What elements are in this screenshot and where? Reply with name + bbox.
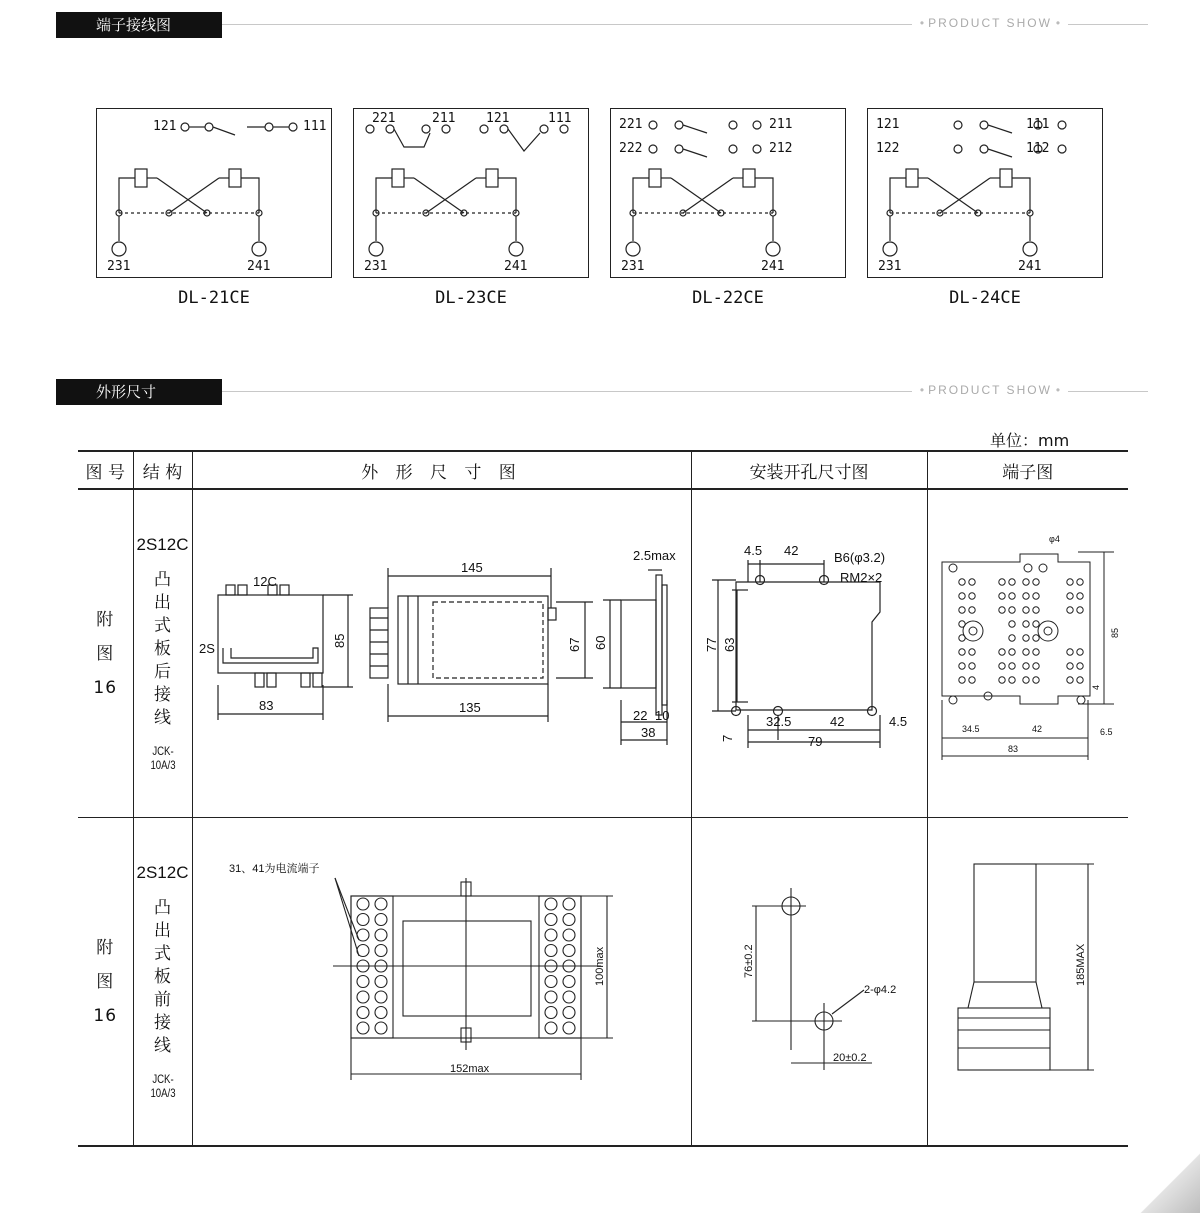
terminal-pin [1066,649,1072,655]
fig-no-cell [78,818,133,1147]
terminal-pin [968,579,974,585]
divider [1068,391,1148,392]
terminal-pin [1032,677,1038,683]
terminal-label: 121 [876,117,900,132]
terminal-screw [563,1022,575,1034]
terminal-pin [998,677,1004,683]
terminal-drawing-cell [927,818,1128,1147]
terminal-pin [998,607,1004,613]
page-curl [1140,1153,1200,1213]
dim-label: 152max [449,1063,489,1075]
dimensions-table [78,450,1128,1147]
dim-label: 4.5 [743,543,762,558]
terminal-pin [1032,579,1038,585]
terminal-label: 111 [548,111,572,126]
col-header-structure: 结 构 [133,451,192,489]
terminal-screw [563,914,575,926]
connector-code: JCK-10A/3 [149,744,176,772]
terminal-label: 231 [107,259,131,274]
dim-label: 4.5 [888,714,907,729]
wiring-schematic [868,109,1104,279]
outline-drawing-front [193,818,692,1145]
dim-label: 2.5max [632,548,676,563]
terminal-screw [375,929,387,941]
terminal-drawing-front [928,818,1129,1145]
dim-label: 31、41为电流端子 [228,863,319,875]
terminal-screw [545,914,557,926]
terminal-pin [1008,649,1014,655]
terminal-screw [545,1022,557,1034]
terminal-pin [1022,621,1028,627]
terminal-pin [1032,649,1038,655]
model-code: 2S12C [136,863,189,882]
dim-label: 145 [460,560,483,575]
terminal-pin [1032,607,1038,613]
terminal-screw [545,991,557,1003]
dim-label: 22 [632,708,647,723]
outline-drawing-cell [192,489,691,818]
terminal-pin [1008,677,1014,683]
terminal-pin [958,649,964,655]
structure-cell [133,489,192,818]
section-header-wiring [56,12,1148,38]
terminal-label: 241 [761,259,785,274]
dim-label: 76±0.2 [742,944,755,978]
outline-drawing-rear [193,490,692,817]
terminal-pin [968,649,974,655]
terminal-pin [998,649,1004,655]
dim-label: 38 [640,725,655,740]
terminal-screw [375,914,387,926]
terminal-pin [1022,607,1028,613]
section-tab-dimensions: 外形尺寸 [56,379,222,405]
terminal-drawing-cell [927,489,1128,818]
terminal-screw [375,898,387,910]
terminal-screw [563,898,575,910]
divider [222,391,912,392]
dim-label: RM2×2 [839,570,882,585]
fig-no-text: 16 [93,677,118,698]
terminal-pin [1022,649,1028,655]
terminal-screw [545,898,557,910]
terminal-pin [1032,593,1038,599]
terminal-pin [968,663,974,669]
terminal-pin [1022,663,1028,669]
terminal-label: 211 [432,111,456,126]
terminal-label: 111 [303,119,327,134]
terminal-pin [998,663,1004,669]
terminal-label: 121 [486,111,510,126]
structure-desc: 凸出式板前接线 [154,898,171,1056]
dim-label: 79 [807,734,822,749]
terminal-drawing-rear [928,490,1129,817]
dim-label: 4 [1090,684,1101,690]
dim-label: 10 [654,708,669,723]
dim-label: 6.5 [1099,727,1113,737]
dim-label: 12C [252,574,277,589]
model-code: 2S12C [136,535,189,554]
unit-label: 单位：mm [990,431,1070,450]
terminal-pin [958,663,964,669]
dim-label: 63 [721,637,737,652]
col-header-fig-no: 图 号 [78,451,133,489]
terminal-screw [357,914,369,926]
terminal-label: 241 [247,259,271,274]
terminal-label: 222 [619,141,643,156]
terminal-pin [958,607,964,613]
fig-no-text: 附 [96,937,115,958]
terminal-pin [1008,663,1014,669]
terminal-pin [1022,635,1028,641]
fig-no-text: 附 [96,609,115,630]
terminal-pin [968,677,974,683]
terminal-screw [545,929,557,941]
terminal-pin [1076,607,1082,613]
divider [1068,24,1148,25]
terminal-screw [375,976,387,988]
dim-label: 2S [198,641,215,656]
terminal-screw [375,1022,387,1034]
col-header-outline: 外 形 尺 寸 图 [192,451,691,489]
terminal-label: 221 [372,111,396,126]
terminal-screw [563,945,575,957]
mounting-drawing-cell [691,489,927,818]
terminal-pin [958,635,964,641]
terminal-label: 241 [1018,259,1042,274]
wiring-schematic [611,109,847,279]
structure-desc: 凸出式板后接线 [154,570,171,728]
dim-label: 67 [566,637,582,652]
dim-label: 185MAX [1074,943,1087,986]
dim-label: 42 [1031,724,1042,734]
terminal-screw [357,1007,369,1019]
section-tag: • PRODUCT SHOW • [912,16,1068,30]
fig-no-text: 图 [96,971,115,992]
dim-label: 100max [593,946,606,986]
terminal-pin [1032,621,1038,627]
terminal-label: 221 [619,117,643,132]
dim-label: 34.5 [961,724,980,734]
terminal-pin [998,579,1004,585]
mounting-drawing-front [692,818,928,1145]
section-header-dimensions [56,379,1148,405]
relay-diagram-dl-22ce [610,108,846,278]
terminal-screw [357,976,369,988]
terminal-screw [357,898,369,910]
wiring-schematic [354,109,590,279]
dim-label: 20±0.2 [832,1052,867,1064]
terminal-pin [1022,677,1028,683]
terminal-pin [1032,635,1038,641]
dim-label: 135 [458,700,481,715]
terminal-pin [1066,677,1072,683]
terminal-screw [563,1007,575,1019]
mounting-drawing-cell [691,818,927,1147]
fig-no-cell [78,489,133,818]
relay-model-label: DL-24CE [949,288,1021,308]
terminal-pin [1022,579,1028,585]
terminal-label: 212 [769,141,793,156]
terminal-pin [958,621,964,627]
table-row [78,818,1128,1147]
dim-label: 85 [331,633,347,648]
terminal-pin [1076,649,1082,655]
terminal-screw [357,945,369,957]
divider [222,24,912,25]
dim-label: B6(φ3.2) [833,550,885,565]
terminal-pin [1032,663,1038,669]
terminal-label: 112 [1026,141,1050,156]
outline-drawing-cell [192,818,691,1147]
terminal-label: 111 [1026,117,1050,132]
dim-label: φ4 [1048,534,1060,544]
terminal-pin [1066,579,1072,585]
terminal-pin [1076,677,1082,683]
terminal-pin [1008,593,1014,599]
relay-diagram-dl-23ce [353,108,589,278]
relay-model-label: DL-22CE [692,288,764,308]
table-row [78,489,1128,818]
dim-label: 32.5 [765,714,791,729]
terminal-pin [1066,663,1072,669]
terminal-pin [998,593,1004,599]
terminal-pin [1076,593,1082,599]
terminal-label: 211 [769,117,793,132]
terminal-screw [375,945,387,957]
terminal-label: 122 [876,141,900,156]
relay-model-label: DL-23CE [435,288,507,308]
terminal-label: 241 [504,259,528,274]
terminal-pin [1076,663,1082,669]
dim-label: 60 [592,635,608,650]
dim-label: 2-φ4.2 [863,984,896,996]
relay-model-label: DL-21CE [178,288,250,308]
relay-diagram-dl-24ce [867,108,1103,278]
connector-code: JCK-10A/3 [149,1072,176,1100]
dim-label: 77 [703,637,719,652]
terminal-pin [968,593,974,599]
terminal-screw [545,976,557,988]
terminal-label: 231 [878,259,902,274]
terminal-screw [545,945,557,957]
dim-label: 42 [783,543,798,558]
terminal-pin [1066,593,1072,599]
terminal-pin [1022,593,1028,599]
table-header-row [78,451,1128,489]
terminal-label: 121 [153,119,177,134]
dim-label: 42 [829,714,844,729]
col-header-mounting: 安装开孔尺寸图 [691,451,927,489]
terminal-pin [1076,579,1082,585]
terminal-screw [545,1007,557,1019]
fig-no-text: 16 [93,1005,118,1026]
terminal-pin [1008,621,1014,627]
terminal-screw [375,1007,387,1019]
terminal-label: 231 [621,259,645,274]
terminal-pin [958,593,964,599]
terminal-pin [958,579,964,585]
terminal-pin [958,677,964,683]
dim-label: 83 [258,698,273,713]
col-header-terminal: 端子图 [927,451,1128,489]
terminal-screw [563,929,575,941]
terminal-pin [968,607,974,613]
terminal-screw [563,976,575,988]
dim-label: 83 [1007,744,1018,754]
terminal-pin [1066,607,1072,613]
structure-cell [133,818,192,1147]
terminal-screw [357,991,369,1003]
section-tag: • PRODUCT SHOW • [912,383,1068,397]
wiring-schematic [97,109,333,279]
terminal-pin [1008,635,1014,641]
dim-label: 85 [1109,627,1120,638]
terminal-pin [1008,579,1014,585]
section-tab-wiring: 端子接线图 [56,12,222,38]
relay-diagram-dl-21ce [96,108,332,278]
fig-no-text: 图 [96,643,115,664]
terminal-label: 231 [364,259,388,274]
terminal-screw [357,929,369,941]
mounting-drawing-rear [692,490,928,817]
terminal-screw [563,991,575,1003]
terminal-pin [1008,607,1014,613]
terminal-screw [375,991,387,1003]
dim-label: 7 [719,734,735,742]
terminal-screw [357,1022,369,1034]
